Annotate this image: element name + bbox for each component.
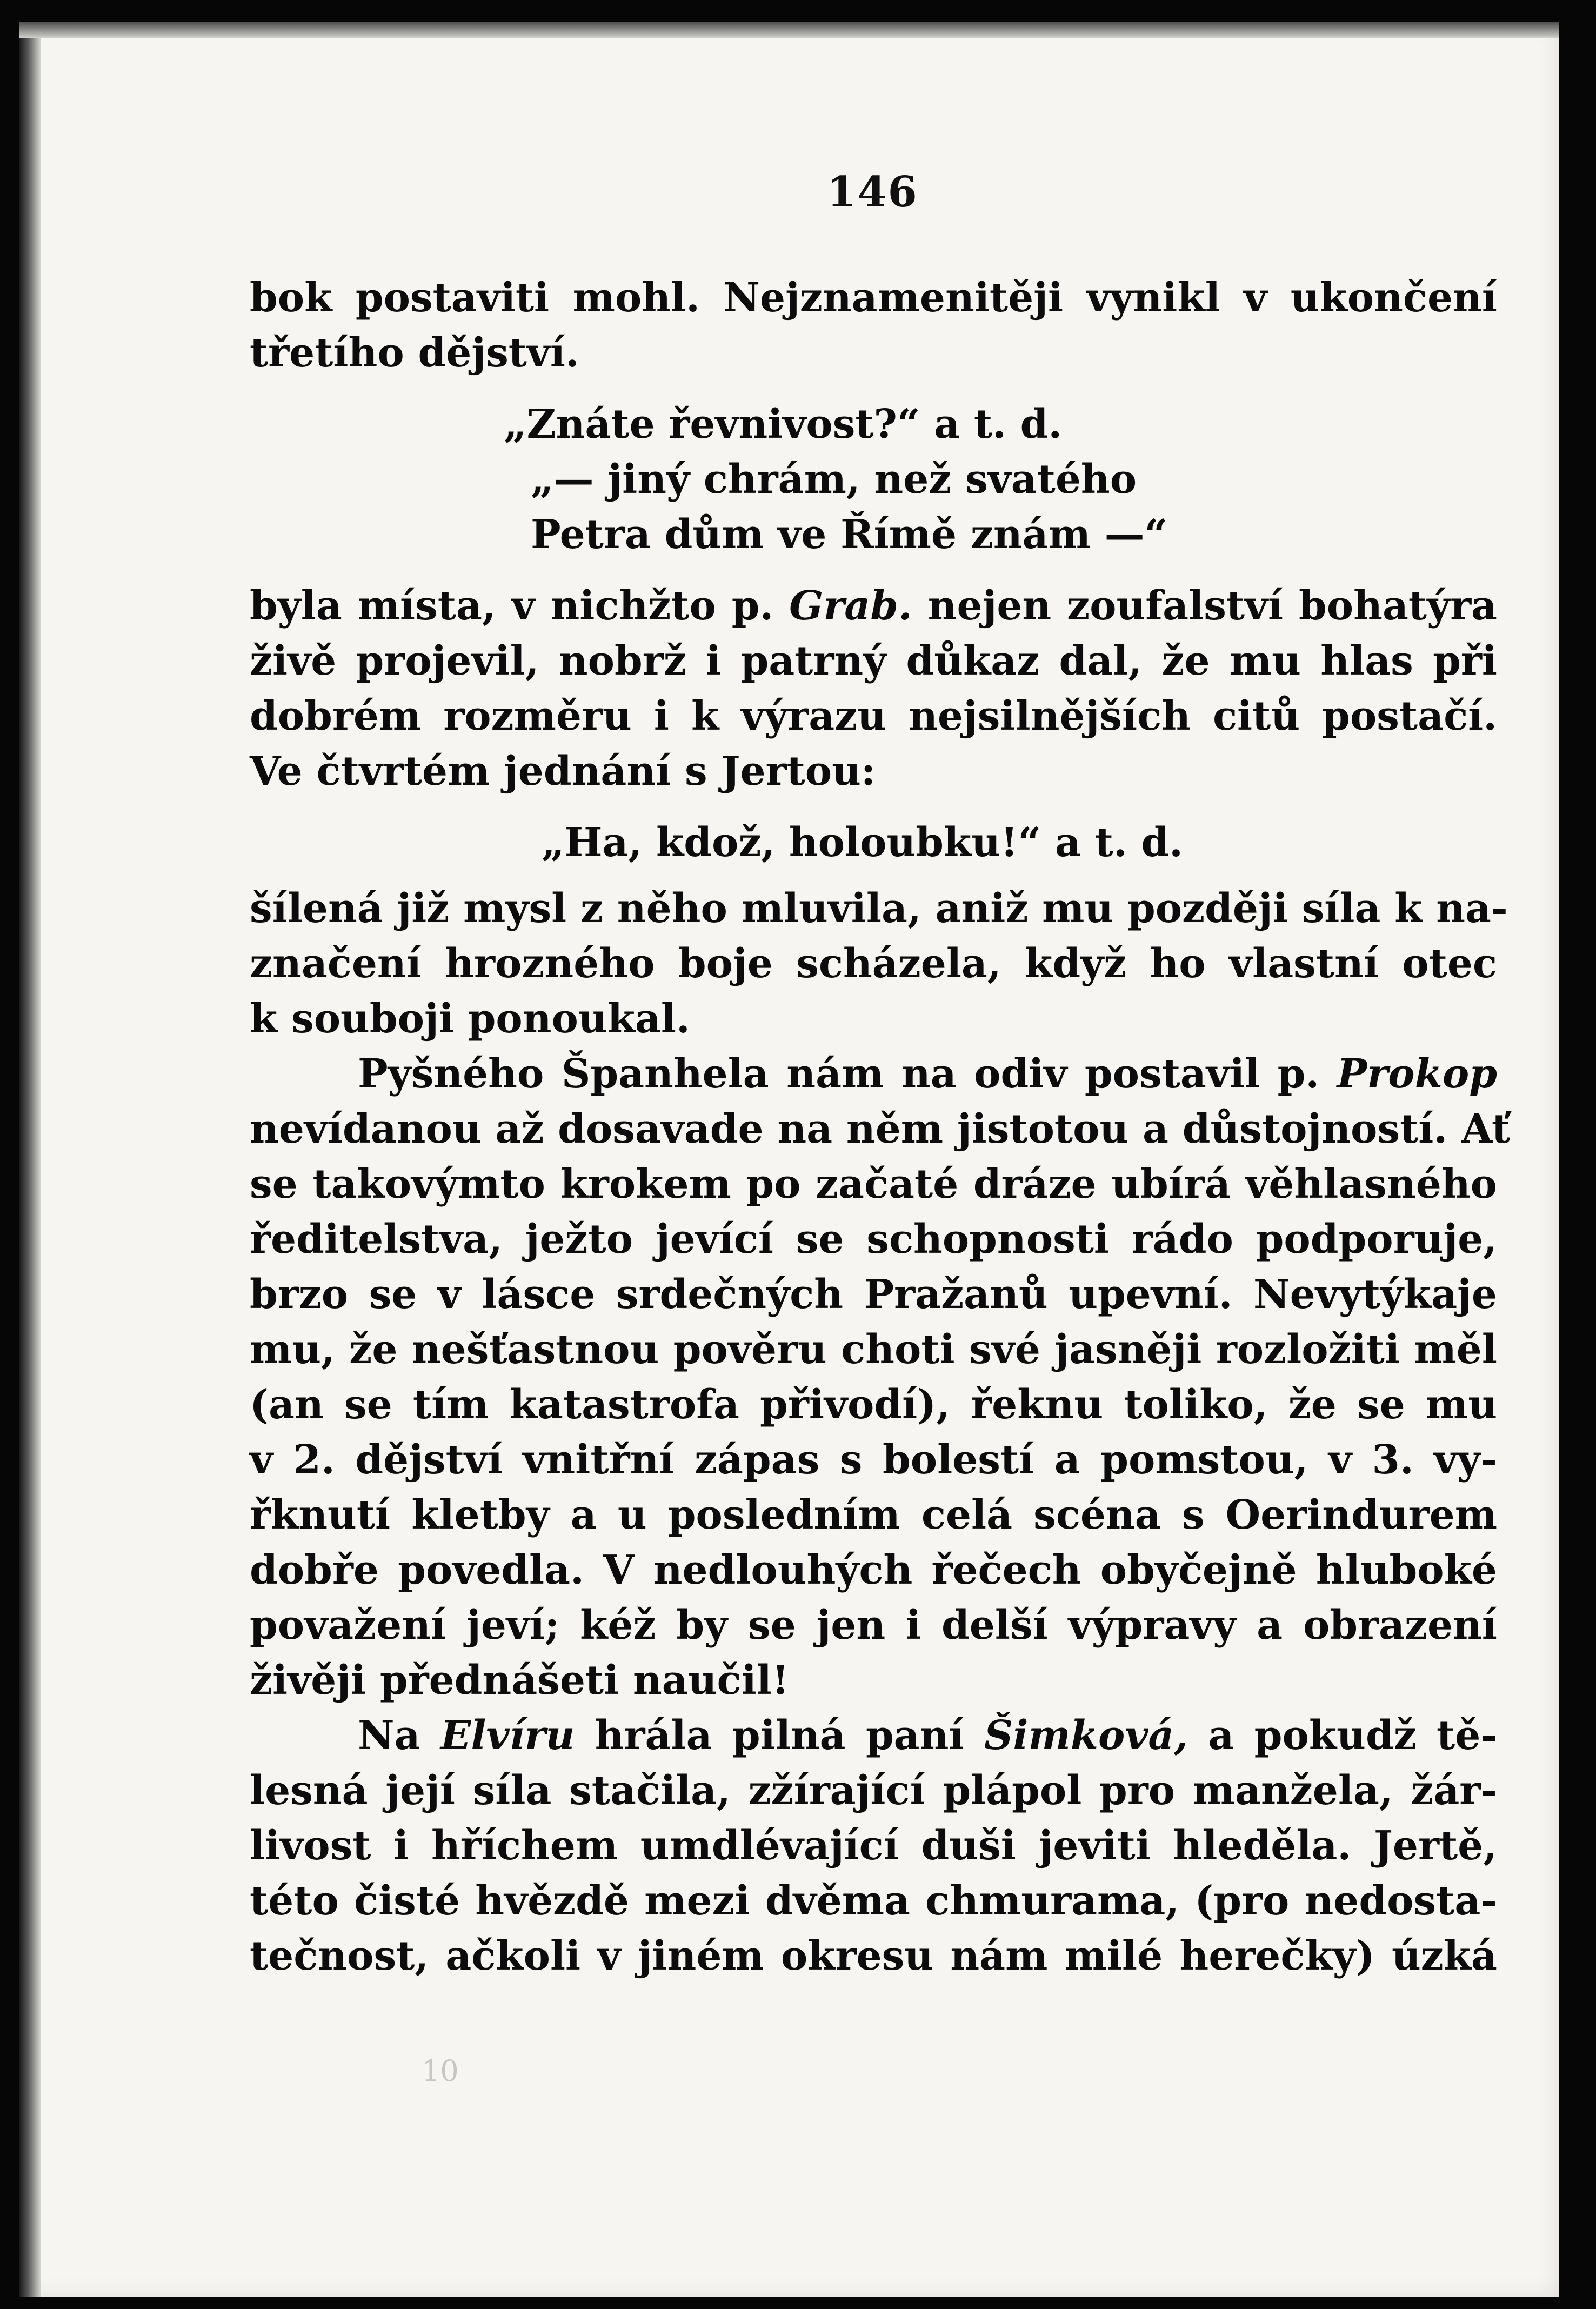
- text-line: tečnost, ačkoli v jiném okresu nám milé herečky) úzká: [250, 1933, 1497, 1979]
- text-line: brzo se v lásce srdečných Pražanů upevní. Nevytýkaje: [250, 1271, 1497, 1318]
- text-fragment: hrála pilná paní: [595, 1712, 964, 1759]
- text-line: značení hrozného boje scházela, když ho vlastní otec: [250, 940, 1497, 987]
- text-line: ředitelstva, ježto jevící se schopnosti rádo podporuje,: [250, 1216, 1497, 1263]
- bleed-through-signature-mark: 10: [422, 2054, 459, 2088]
- text-line: dobrém rozměru i k výrazu nejsilnějších citů postačí.: [250, 693, 1497, 739]
- page-top-edge: [19, 22, 1559, 38]
- text-line: bok postaviti mohl. Nejznamenitěji vynikl v ukončení: [250, 275, 1497, 321]
- text-line: šílená již mysl z něho mluvila, aniž mu později síla k na-: [250, 885, 1508, 932]
- quote-line: „— jiný chrám, než svatého: [531, 456, 1137, 503]
- text-line: Ve čtvrtém jednání s Jertou:: [250, 748, 876, 795]
- text-fragment: a pokudž tě-: [1208, 1712, 1498, 1759]
- text-line: řknutí kletby a u posledním celá scéna s Oerindurem: [250, 1492, 1497, 1538]
- quote-line: Petra dům ve Římě znám —“: [531, 511, 1168, 558]
- text-line: v 2. dějství vnitřní zápas s bolestí a pomstou, v 3. vy-: [250, 1437, 1497, 1483]
- text-line: živě projevil, nobrž i patrný důkaz dal, že mu hlas při: [250, 638, 1497, 684]
- role-name: Elvíru: [440, 1712, 575, 1759]
- actor-name: Prokop: [1337, 1051, 1498, 1097]
- actor-name: Grab.: [789, 583, 912, 629]
- text-line: se takovýmto krokem po začaté dráze ubírá věhlasného: [250, 1161, 1497, 1207]
- actress-name: Šimková,: [984, 1712, 1188, 1759]
- text-line: k souboji ponoukal.: [250, 996, 690, 1042]
- text-line: třetího dějství.: [250, 330, 579, 376]
- quote-line: „Znáte řevnivost?“ a t. d.: [504, 401, 1063, 448]
- text-line: nevídanou až dosavade na něm jistotou a důstojností. Ať: [250, 1106, 1511, 1152]
- text-fragment: Pyšného Španhela nám na odiv postavil p.: [358, 1051, 1320, 1097]
- page-body: [250, 270, 1511, 1984]
- text-line: [250, 1046, 1497, 1102]
- text-line: této čisté hvězdě mezi dvěma chmurama, (pro nedosta-: [250, 1878, 1497, 1924]
- text-line: (an se tím katastrofa přivodí), řeknu toliko, že se mu: [250, 1382, 1497, 1428]
- text-line: považení jeví; kéž by se jen i delší výpravy a obrazení: [250, 1602, 1497, 1649]
- text-line: livost i hříchem umdlévající duši jeviti hleděla. Jertě,: [250, 1823, 1497, 1869]
- text-fragment: nejen zoufalství bohatýra: [927, 583, 1498, 629]
- text-line: mu, že nešťastnou pověru choti své jasněji rozložiti měl: [250, 1326, 1497, 1373]
- text-fragment: Na: [358, 1712, 420, 1759]
- text-line: živěji přednášeti naučil!: [250, 1657, 790, 1704]
- text-line: [250, 578, 1497, 633]
- text-line: [250, 1708, 1497, 1763]
- text-fragment: byla místa, v nichžto p.: [250, 583, 774, 629]
- text-line: lesná její síla stačila, zžírající plápol pro manžela, žár-: [250, 1767, 1497, 1814]
- text-line: dobře povedla. V nedlouhých řečech obyčejně hluboké: [250, 1547, 1497, 1593]
- quote-line: „Ha, kdož, holoubku!“ a t. d.: [542, 819, 1183, 866]
- page-binding-edge: [19, 22, 41, 2297]
- page-number: 146: [827, 168, 918, 217]
